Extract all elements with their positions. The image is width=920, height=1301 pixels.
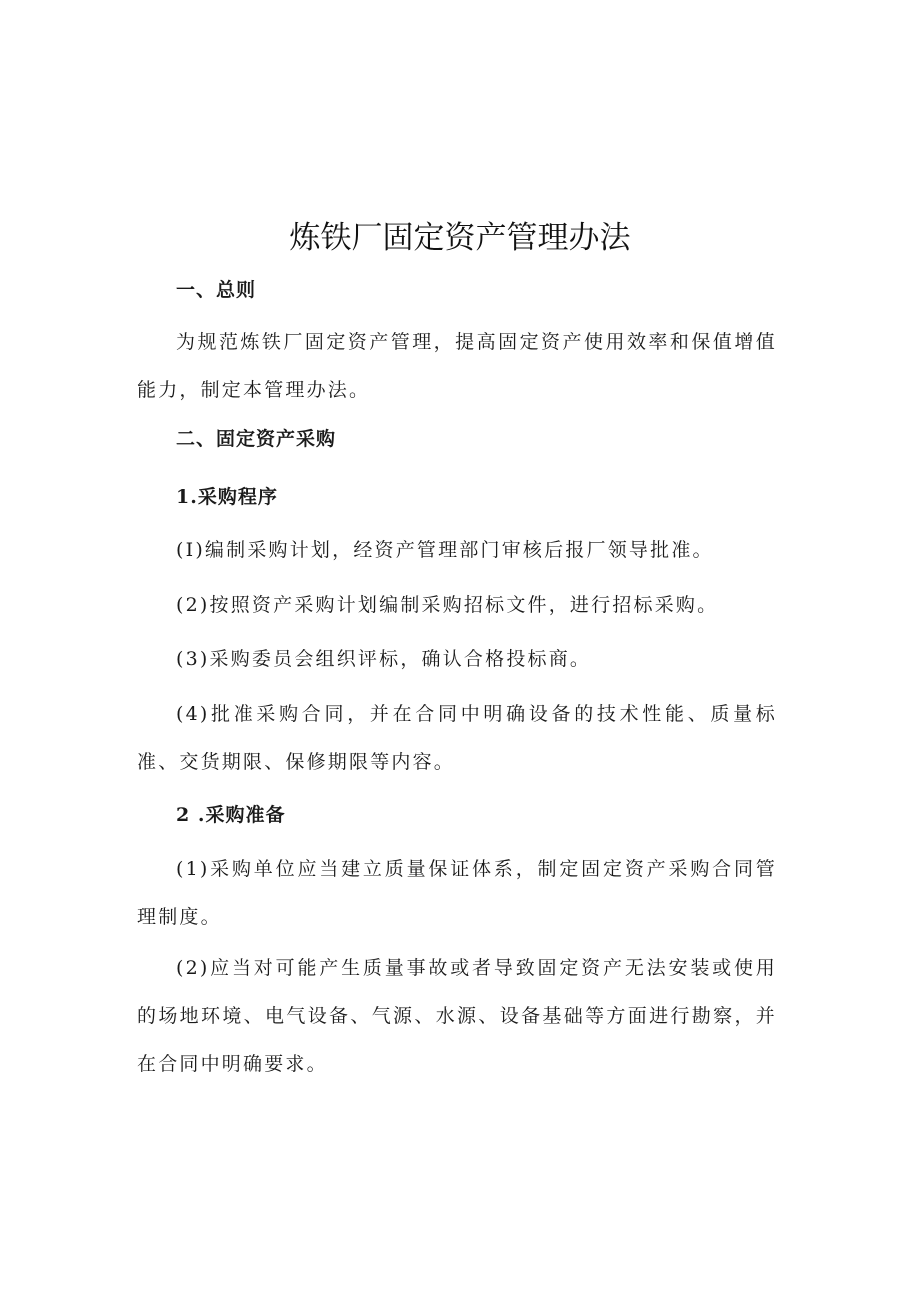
document-title: 炼铁厂固定资产管理办法 — [289, 220, 631, 256]
preparation-item-2: (2)应当对可能产生质量事故或者导致固定资产无法安装或使用的场地环境、电气设备、气源、水源、设备基础等方面进行勘察，并在合同中明确要求。 — [137, 957, 777, 1075]
procedure-item-4: (4)批准采购合同，并在合同中明确设备的技术性能、质量标准、交货期限、保修期限等内容。 — [137, 703, 777, 773]
section-heading-procurement: 二、固定资产采购 — [176, 428, 337, 450]
procedure-item-2: (2)按照资产采购计划编制采购招标文件，进行招标采购。 — [176, 594, 719, 616]
subsection-heading-preparation: 2 .采购准备 — [176, 804, 286, 826]
section-heading-general: 一、总则 — [176, 279, 257, 301]
procedure-item-3: (3)采购委员会组织评标，确认合格投标商。 — [176, 648, 592, 670]
preparation-item-1: (1)采购单位应当建立质量保证体系，制定固定资产采购合同管理制度。 — [137, 858, 777, 928]
paragraph-general-purpose: 为规范炼铁厂固定资产管理，提高固定资产使用效率和保值增值能力，制定本管理办法。 — [137, 331, 777, 401]
procedure-item-1: (I)编制采购计划，经资产管理部门审核后报厂领导批准。 — [176, 539, 714, 561]
subsection-heading-procedure: 1.采购程序 — [176, 486, 278, 508]
